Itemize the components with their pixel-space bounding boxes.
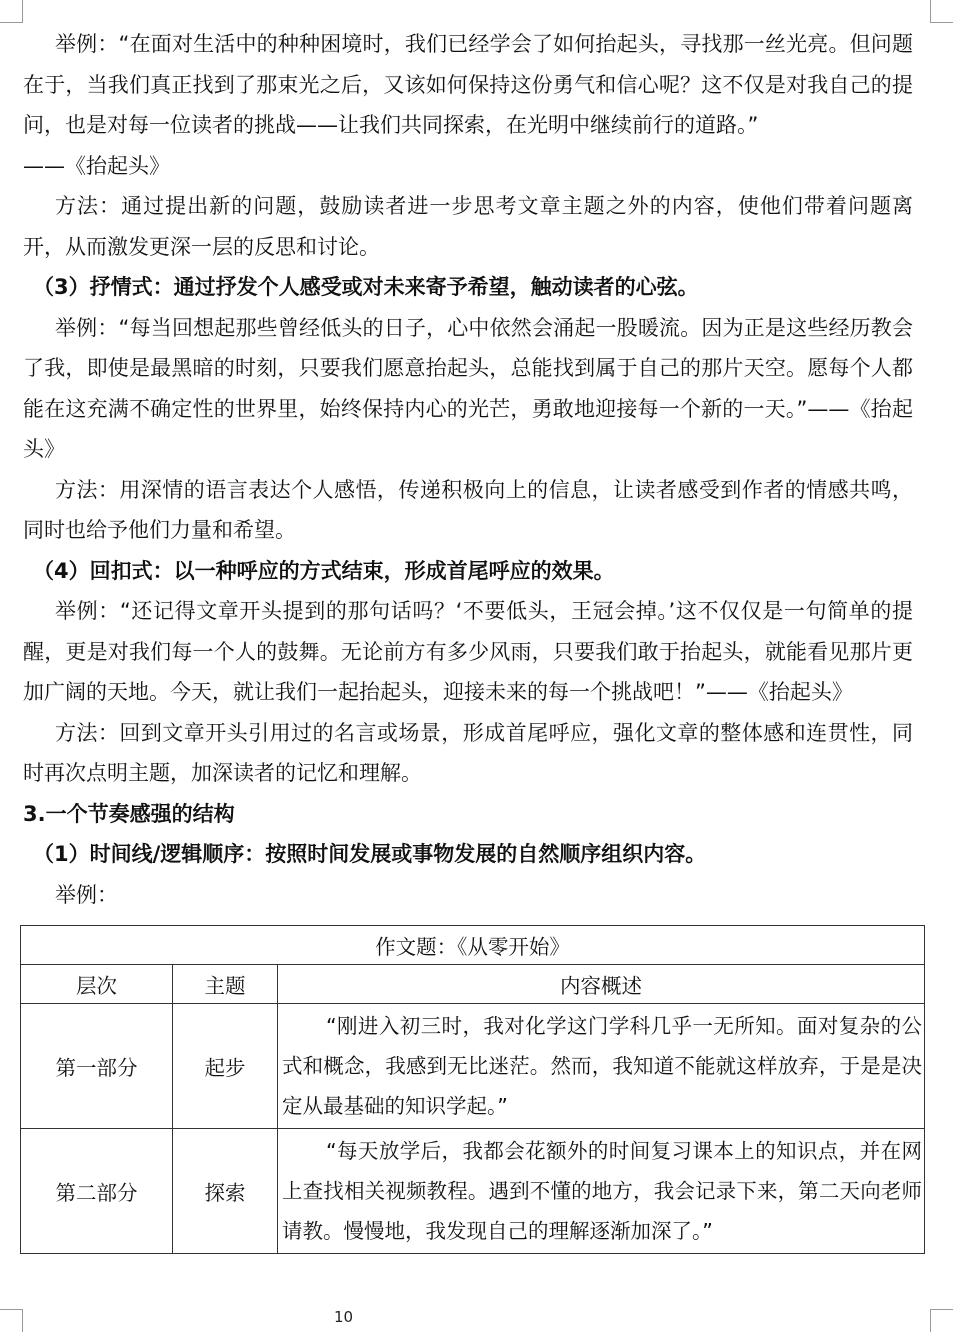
table-caption: 作文题：《从零开始》 [21, 926, 925, 965]
table-header-row [21, 965, 925, 1004]
section-heading-structure: 3.一个节奏感强的结构 [23, 801, 235, 826]
essay-structure-table [20, 925, 925, 1254]
example-paragraph-echo: 举例：“还记得文章开头提到的那句话吗？‘不要低头，王冠会掉。’这不仅仅是一句简单的提醒，更是对我们每一个人的鼓舞。无论前方有多少风雨，只要我们敢于抬起头，就能看见那片更加广阔的天地。今天，就让我们一起抬起头，迎接未来的每一个挑战吧！”——《抬起头》 [23, 599, 913, 704]
table-cell-level: 第一部分 [21, 1004, 173, 1129]
method-paragraph-echo: 方法：回到文章开头引用过的名言或场景，形成首尾呼应，强化文章的整体感和连贯性，同时再次点明主题，加深读者的记忆和理解。 [23, 720, 913, 785]
example-source: ——《抬起头》 [23, 153, 170, 178]
crop-mark-bottom-right [930, 1309, 953, 1332]
method-paragraph-question: 方法：通过提出新的问题，鼓励读者进一步思考文章主题之外的内容，使他们带着问题离开，从而激发更深一层的反思和讨论。 [23, 194, 913, 259]
table-cell-level: 第二部分 [21, 1129, 173, 1254]
example-label: 举例： [55, 882, 118, 907]
section-heading-echo: （4）回扣式：以一种呼应的方式结束，形成首尾呼应的效果。 [33, 558, 615, 583]
crop-mark-top-right [930, 0, 953, 23]
section-heading-lyric: （3）抒情式：通过抒发个人感受或对未来寄予希望，触动读者的心弦。 [33, 275, 699, 299]
table-cell-summary: “刚进入初三时，我对化学这门学科几乎一无所知。面对复杂的公式和概念，我感到无比迷茫。然而，我知道不能就这样放弃，于是是决定从最基础的知识学起。” [278, 1004, 925, 1129]
crop-mark-bottom-left [0, 1309, 23, 1332]
table-cell-theme: 探索 [173, 1129, 278, 1254]
page-content [23, 24, 922, 1254]
crop-mark-top-left [0, 0, 23, 23]
table-cell-theme: 起步 [173, 1004, 278, 1129]
table-header-level: 层次 [21, 965, 173, 1004]
table-header-summary: 内容概述 [278, 965, 925, 1004]
table-cell-summary: “每天放学后，我都会花额外的时间复习课本上的知识点，并在网上查找相关视频教程。遇到不懂的地方，我会记录下来，第二天向老师请教。慢慢地，我发现自己的理解逐渐加深了。” [278, 1129, 925, 1254]
section-heading-timeline: （1）时间线/逻辑顺序：按照时间发展或事物发展的自然顺序组织内容。 [33, 842, 707, 866]
page-number: 10 [334, 1308, 354, 1326]
table-header-theme: 主题 [173, 965, 278, 1004]
method-paragraph-lyric: 方法：用深情的语言表达个人感悟，传递积极向上的信息，让读者感受到作者的情感共鸣，同时也给予他们力量和希望。 [23, 477, 913, 542]
example-paragraph-lyric: 举例：“每当回想起那些曾经低头的日子，心中依然会涌起一股暖流。因为正是这些经历教会了我，即使是最黑暗的时刻，只要我们愿意抬起头，总能找到属于自己的那片天空。愿每个人都能在这充满不确定性的世界里，始终保持内心的光芒，勇敢地迎接每一个新的一天。”——《抬起头》 [23, 315, 913, 461]
example-paragraph-question: 举例：“在面对生活中的种种困境时，我们已经学会了如何抬起头，寻找那一丝光亮。但问题在于，当我们真正找到了那束光之后，又该如何保持这份勇气和信心呢？这不仅是对我自己的提问，也是对每一位读者的挑战——让我们共同探索，在光明中继续前行的道路。” [23, 32, 913, 137]
table-row [21, 1129, 925, 1254]
table-row [21, 1004, 925, 1129]
